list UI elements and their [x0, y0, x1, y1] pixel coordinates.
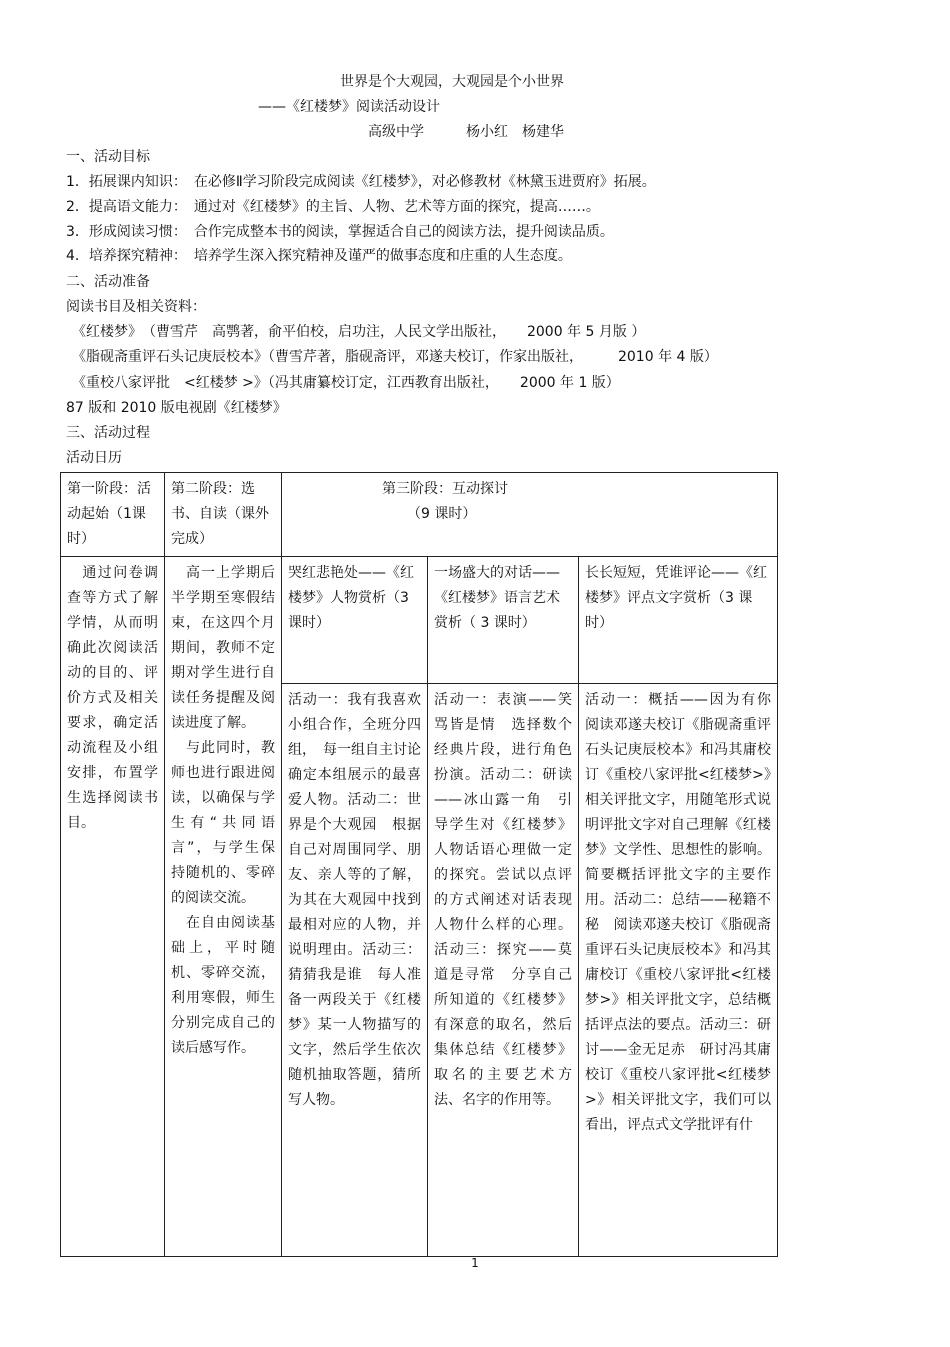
calendar-title: 活动日历 [66, 450, 122, 466]
book-item: 87 版和 2010 版电视剧《红楼梦》 [66, 400, 287, 416]
stage1-header: 第一阶段：活动起始（1课时） [61, 473, 165, 557]
stage2-content: 高一上学期后半学期至寒假结束，在这四个月期间，教师不定期对学生进行自读任务提醒及阅读进度了解。 与此同时，教师也进行跟进阅读，以确保与学生有“共同语言”，与学生保持随机的、零碎的阅读交流。 在自由阅读基础上，平时随机、零碎交流，利用寒假，师生分别完成自己的读后感写作。 [165, 557, 282, 1257]
goal-item: 1．拓展课内知识： 在必修Ⅱ学习阶段完成阅读《红楼梦》，对必修教材《林黛玉进贾府》拓展。 [66, 174, 656, 190]
activity-calendar-table [60, 472, 786, 1257]
goal-item: 3．形成阅读习惯： 合作完成整本书的阅读，掌握适合自己的阅读方法，提升阅读品质。 [66, 224, 614, 240]
book-item: 《脂砚斋重评石头记庚辰校本》（曹雪芹著，脂砚斋评，邓遂夫校订，作家出版社， 2010 年 4 版） [72, 349, 718, 365]
doc-subtitle: ——《红楼梦》阅读活动设计 [258, 99, 440, 115]
stage3-sub-commentary: 长长短短，凭谁评论——《红楼梦》评点文字赏析（3 课时） [579, 557, 778, 684]
doc-title: 世界是个大观园，大观园是个小世界 [340, 74, 564, 90]
prep-title: 阅读书目及相关资料： [66, 299, 206, 315]
goal-item: 4．培养探究精神： 培养学生深入探究精神及谨严的做事态度和庄重的人生态度。 [66, 248, 572, 264]
stage1-content: 通过问卷调查等方式了解学情，从而明确此次阅读活动的目的、评价方式及相关要求，确定活动流程及小组安排，布置学生选择阅读书目。 [61, 557, 165, 1257]
stage3-character-activities: 活动一：我有我喜欢 小组合作，全班分四组， 每一组自主讨论确定本组展示的最喜爱人物。活动二：世界是个大观园 根据自己对周围同学、朋友、亲人等的了解，为其在大观园中找到最相对应的人物，并说明理由。活动三：猜猜我是谁 每人准备一两段关于《红楼梦》某一人物描写的文字，然后学生依次随机抽取答题，猜所写人物。 [282, 684, 428, 1257]
section-goals-heading: 一、活动目标 [66, 149, 150, 165]
section-prep-heading: 二、活动准备 [66, 274, 150, 290]
stage3-header: 第三阶段：互动探讨 （9 课时） [282, 473, 778, 557]
goal-item: 2．提高语文能力： 通过对《红楼梦》的主旨、人物、艺术等方面的探究，提高……。 [66, 199, 600, 215]
doc-authors: 高级中学 杨小红 杨建华 [368, 124, 564, 140]
stage3-commentary-activities: 活动一：概括——因为有你 阅读邓遂夫校订《脂砚斋重评石头记庚辰校本》和冯其庸校订《重校八家评批<红楼梦>》相关评批文字，用随笔形式说明评批文字对自己理解《红楼梦》文学性、思想性的影响。简要概括评批文字的主要作用。活动二：总结——秘籍不秘 阅读邓遂夫校订《脂砚斋重评石头记庚辰校本》和冯其庸校订《重校八家评批<红楼梦>》相关评批文字，总结概括评点法的要点。活动三：研讨——金无足赤 研讨冯其庸校订《重校八家评批<红楼梦>》相关评批文字，我们可以看出，评点式文学批评有什 [579, 684, 778, 1257]
section-process-heading: 三、活动过程 [66, 425, 150, 441]
stage3-language-activities: 活动一：表演——笑骂皆是情 选择数个经典片段，进行角色扮演。活动二：研读——冰山露一角 引导学生对《红楼梦》人物话语心理做一定的探究。尝试以点评的方式阐述对话表现人物什么样的心理。活动三：探究——莫道是寻常 分享自己所知道的《红楼梦》有深意的取名，然后集体总结《红楼梦》取名的主要艺术方法、名字的作用等。 [428, 684, 579, 1257]
page-number: 1 [471, 1256, 479, 1270]
book-item: 《红楼梦》 （曹雪芹 高鹗著，俞平伯校，启功注，人民文学出版社， 2000 年 5 月版 ） [72, 324, 646, 340]
stage3-sub-language: 一场盛大的对话——《红楼梦》语言艺术赏析（ 3 课时） [428, 557, 579, 684]
stage2-header: 第二阶段：选书、自读（课外完成） [165, 473, 282, 557]
stage3-sub-character: 哭红悲艳处——《红楼梦》人物赏析（3 课时） [282, 557, 428, 684]
book-item: 《重校八家评批 <红楼梦 >》（冯其庸纂校订定，江西教育出版社， 2000 年 1 版） [72, 375, 620, 391]
